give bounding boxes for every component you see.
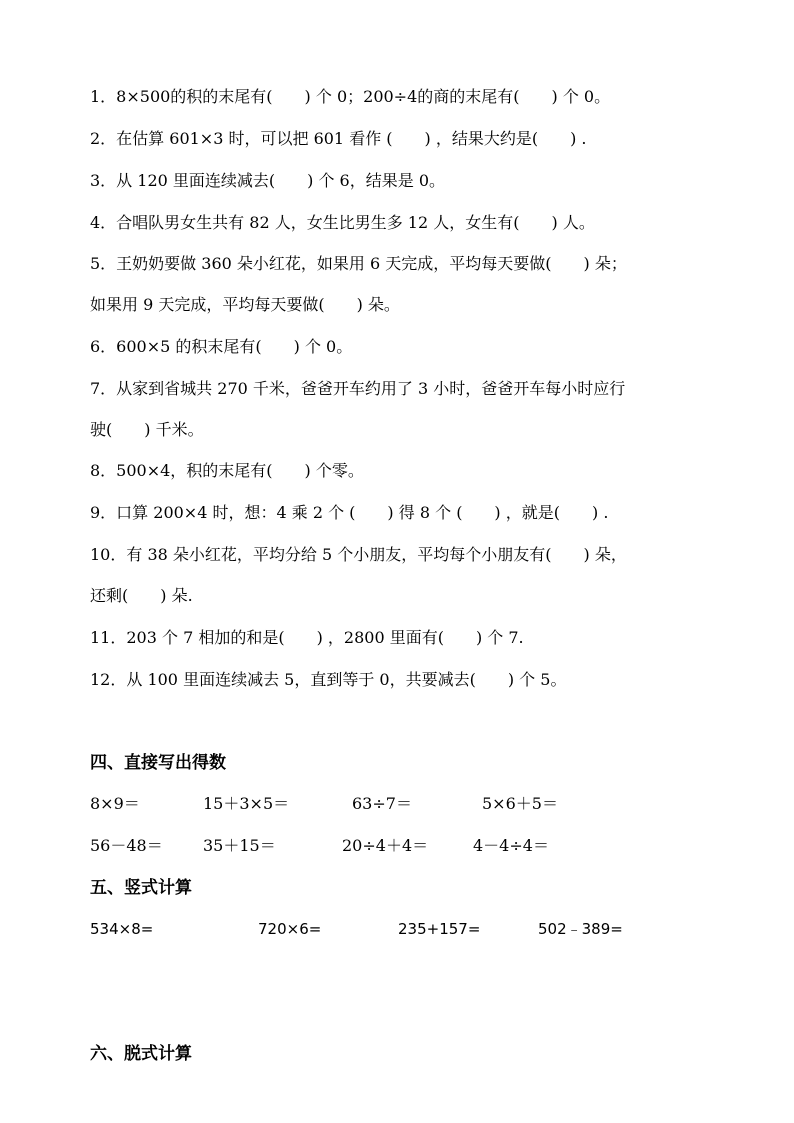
question-4: 4．合唱队男女生共有 82 人，女生比男生多 12 人，女生有( ) 人。: [90, 213, 595, 232]
vertical-calc-item: 534×8=: [90, 920, 154, 938]
question-3: 3．从 120 里面连续减去( ) 个 6，结果是 0。: [90, 171, 445, 190]
oral-calc-item: 56－48＝: [90, 836, 163, 855]
question-2: 2．在估算 601×3 时，可以把 601 看作 ( ) ，结果大约是( ) .: [90, 129, 587, 148]
question-5-continued: 如果用 9 天完成，平均每天要做( ) 朵。: [90, 295, 400, 314]
question-10-continued: 还剩( ) 朵.: [90, 586, 193, 605]
section-5-title: 五、竖式计算: [90, 878, 192, 898]
section-6-title: 六、脱式计算: [90, 1044, 192, 1064]
oral-calc-item: 20÷4＋4＝: [342, 836, 429, 855]
section-4-title: 四、直接写出得数: [90, 753, 226, 773]
oral-calc-item: 4－4÷4＝: [473, 836, 549, 855]
oral-calc-item: 63÷7＝: [352, 794, 412, 813]
question-6: 6．600×5 的积末尾有( ) 个 0。: [90, 337, 353, 356]
question-9: 9．口算 200×4 时，想：4 乘 2 个 ( ) 得 8 个 ( ) ，就是( ) .: [90, 503, 609, 522]
question-7: 7．从家到省城共 270 千米，爸爸开车约用了 3 小时，爸爸开车每小时应行: [90, 379, 626, 398]
question-12: 12．从 100 里面连续减去 5，直到等于 0，共要减去( ) 个 5。: [90, 670, 567, 689]
question-5: 5．王奶奶要做 360 朵小红花，如果用 6 天完成，平均每天要做( ) 朵；: [90, 254, 627, 273]
oral-calc-item: 15＋3×5＝: [203, 794, 290, 813]
question-10: 10．有 38 朵小红花，平均分给 5 个小朋友，平均每个小朋友有( ) 朵，: [90, 545, 627, 564]
oral-calc-item: 5×6＋5＝: [482, 794, 558, 813]
question-1: 1．8×500的积的末尾有( ) 个 0；200÷4的商的末尾有( ) 个 0。: [90, 87, 611, 106]
question-7-continued: 驶( ) 千米。: [90, 420, 204, 439]
oral-calc-item: 8×9＝: [90, 794, 140, 813]
oral-calc-item: 35＋15＝: [203, 836, 276, 855]
vertical-calc-item: 502﹣389=: [538, 920, 623, 938]
vertical-calc-item: 720×6=: [258, 920, 322, 938]
question-11: 11．203 个 7 相加的和是( ) ，2800 里面有( ) 个 7.: [90, 628, 524, 647]
question-8: 8．500×4，积的末尾有( ) 个零。: [90, 461, 364, 480]
vertical-calc-item: 235+157=: [398, 920, 481, 938]
